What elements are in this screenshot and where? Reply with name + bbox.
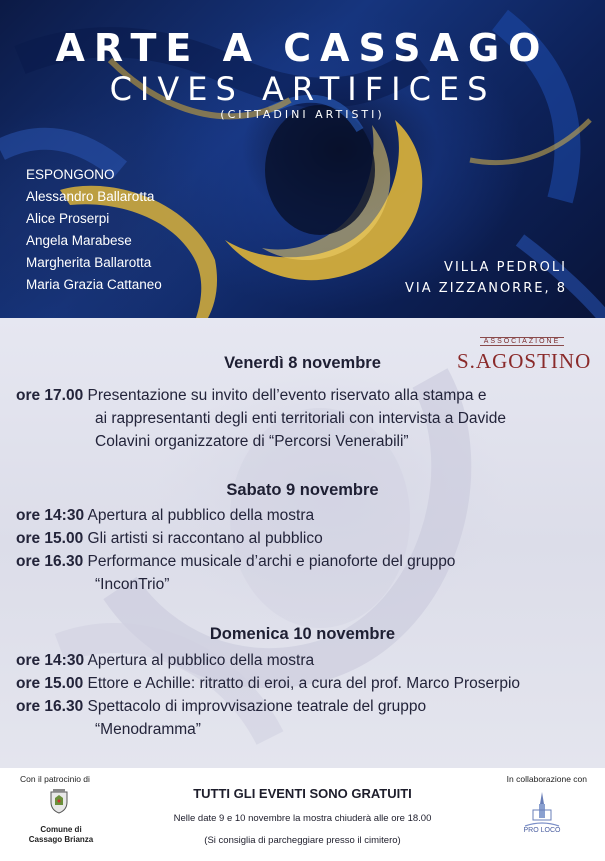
venue-name: VILLA PEDROLI xyxy=(444,260,567,275)
association-logo-label: ASSOCIAZIONE xyxy=(480,337,565,346)
association-logo-name: S.AGOSTINO xyxy=(457,349,592,373)
event-description: Ettore e Achille: ritratto di eroi, a cura del prof. Marco Proserpio xyxy=(87,675,521,692)
event-description: Gli artisti si raccontano al pubblico xyxy=(87,530,323,547)
event-item xyxy=(16,695,596,741)
closing-time-note: Nelle date 9 e 10 novembre la mostra chiuderà alle ore 18.00 xyxy=(173,813,432,824)
exhibitors-label: ESPONGONO xyxy=(26,167,115,182)
event-description-continued: ai rappresentanti degli enti territoriali con intervista a Davide xyxy=(95,410,506,427)
event-item xyxy=(16,649,596,672)
venue-street: VIA ZIZZANORRE, 8 xyxy=(405,281,567,296)
event-time: ore 15.00 xyxy=(16,675,84,692)
poster-title: ARTE A CASSAGO xyxy=(55,26,550,70)
event-description: Spettacolo di improvvisazione teatrale del gruppo xyxy=(87,698,427,715)
event-time: ore 14:30 xyxy=(16,507,85,524)
event-description: Performance musicale d’archi e pianoforte del gruppo xyxy=(87,553,456,570)
event-time: ore 16.30 xyxy=(16,553,84,570)
event-description: Presentazione su invito dell’evento riservato alla stampa e xyxy=(87,387,487,404)
event-item xyxy=(16,527,596,550)
event-item xyxy=(16,384,596,453)
exhibitor-name: Angela Marabese xyxy=(26,233,132,248)
municipality-line: Cassago Brianza xyxy=(28,835,94,844)
event-description-continued: “Menodramma” xyxy=(95,721,201,738)
proloco-logo-icon xyxy=(517,790,567,836)
parking-note: (Si consiglia di parcheggiare presso il cimitero) xyxy=(204,835,401,846)
event-time: ore 16.30 xyxy=(16,698,84,715)
event-description-continued: Colavini organizzatore di “Percorsi Venerabili” xyxy=(95,433,409,450)
footer xyxy=(0,768,605,861)
event-time: ore 17.00 xyxy=(16,387,84,404)
event-time: ore 14:30 xyxy=(16,652,85,669)
exhibitor-name: Maria Grazia Cattaneo xyxy=(26,277,162,292)
free-events-notice: TUTTI GLI EVENTI SONO GRATUITI xyxy=(193,786,412,801)
poster-subtitle-translation: (CITTADINI ARTISTI) xyxy=(220,108,385,121)
day-heading: Venerdì 8 novembre xyxy=(224,354,381,372)
day-heading: Sabato 9 novembre xyxy=(226,481,379,499)
program-section xyxy=(0,318,605,768)
collaboration-label: In collaborazione con xyxy=(506,774,587,784)
event-time: ore 15.00 xyxy=(16,530,84,547)
event-item xyxy=(16,550,596,596)
day-heading: Domenica 10 novembre xyxy=(209,625,396,643)
municipality-line: Comune di xyxy=(40,825,82,834)
exhibitor-name: Margherita Ballarotta xyxy=(26,255,152,270)
venue-address xyxy=(405,257,567,299)
event-description: Apertura al pubblico della mostra xyxy=(87,652,315,669)
event-item xyxy=(16,672,596,695)
poster-subtitle: CIVES ARTIFICES xyxy=(109,70,496,108)
proloco-logo-text: PRO LOCO xyxy=(523,827,561,834)
exhibitor-name: Alessandro Ballarotta xyxy=(26,189,155,204)
event-description: Apertura al pubblico della mostra xyxy=(87,507,315,524)
exhibitor-name: Alice Proserpi xyxy=(26,211,110,226)
patronage-label: Con il patrocinio di xyxy=(20,774,90,784)
exhibitors-list xyxy=(26,164,162,296)
event-description-continued: “InconTrio” xyxy=(95,576,170,593)
hero-banner xyxy=(0,0,605,318)
event-item xyxy=(16,504,596,527)
